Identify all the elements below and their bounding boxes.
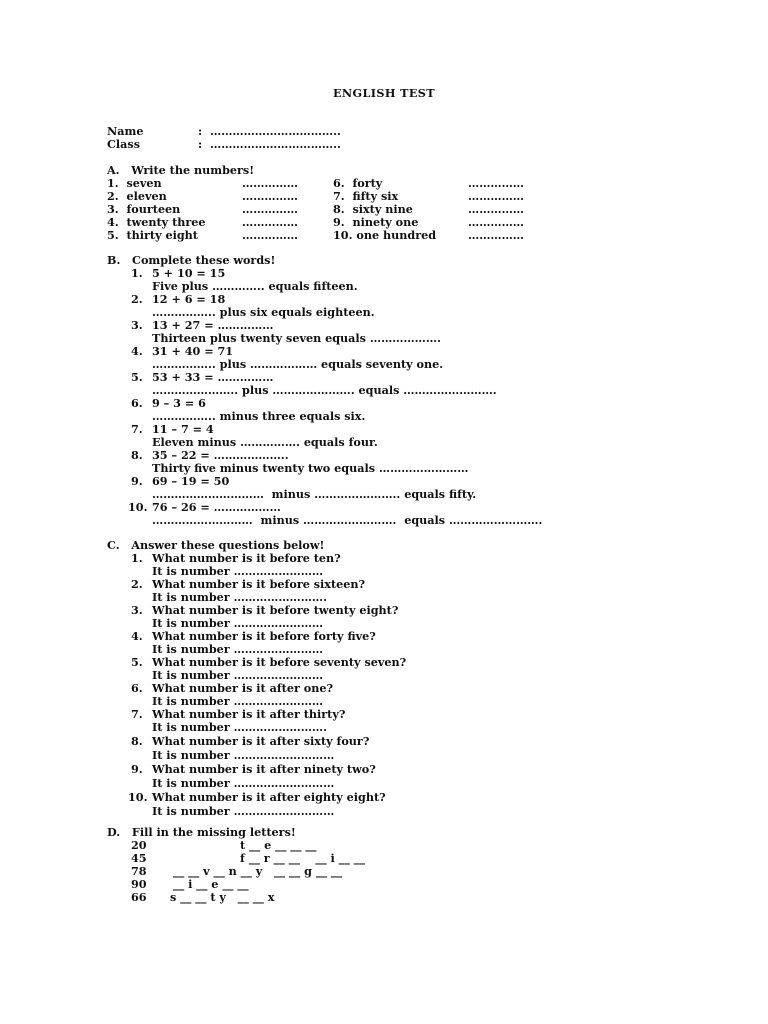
answer-line: It is number ……………………: [152, 668, 324, 682]
item-number: 10.: [128, 500, 148, 514]
word-sentence: Thirty five minus twenty two equals ……………………: [152, 461, 469, 475]
question: What number is it before twenty eight?: [152, 603, 399, 617]
word-sentence: …………….. plus ……………… equals seventy one.: [152, 357, 444, 371]
letter-pattern: t __ e __ __ __: [240, 838, 317, 852]
question: What number is it before forty five?: [152, 629, 376, 643]
section-c-heading: C. Answer these questions below!: [107, 538, 325, 552]
number-word: 4. twenty three: [107, 215, 206, 229]
item-number: 2.: [131, 577, 143, 591]
item-number: 8.: [131, 448, 143, 462]
answer-blank: ……………: [242, 215, 298, 229]
class-blank: ……………………………..: [210, 137, 341, 151]
answer-line: It is number ……………………: [152, 616, 324, 630]
item-number: 9.: [131, 474, 143, 488]
number-clue: 45: [131, 851, 147, 865]
letter-pattern: __ i __ e __ __: [173, 877, 249, 891]
equation: 5 + 10 = 15: [152, 266, 226, 280]
item-number: 2.: [131, 292, 143, 306]
item-number: 6.: [131, 681, 143, 695]
answer-blank: ……………: [242, 176, 298, 190]
word-sentence: Eleven minus ……………. equals four.: [152, 435, 378, 449]
equation: 53 + 33 = ……………: [152, 370, 274, 384]
item-number: 1.: [131, 266, 143, 280]
section-a-heading: A. Write the numbers!: [107, 163, 255, 177]
item-number: 5.: [131, 370, 143, 384]
question: What number is it after sixty four?: [152, 734, 370, 748]
item-number: 3.: [131, 603, 143, 617]
item-number: 4.: [131, 344, 143, 358]
word-sentence: …………….. plus six equals eighteen.: [152, 305, 375, 319]
equation: 13 + 27 = ……………: [152, 318, 274, 332]
equation: 11 – 7 = 4: [152, 422, 214, 436]
number-word: 6. forty: [333, 176, 383, 190]
number-word: 1. seven: [107, 176, 162, 190]
item-number: 7.: [131, 422, 143, 436]
item-number: 7.: [131, 707, 143, 721]
answer-blank: ……………: [242, 202, 298, 216]
number-word: 8. sixty nine: [333, 202, 413, 216]
name-blank: ……………………………..: [210, 124, 341, 138]
answer-blank: ……………: [468, 215, 524, 229]
equation: 9 – 3 = 6: [152, 396, 206, 410]
answer-line: It is number ………………………: [152, 804, 335, 818]
number-word: 9. ninety one: [333, 215, 419, 229]
equation: 31 + 40 = 71: [152, 344, 234, 358]
answer-blank: ……………: [468, 228, 524, 242]
number-clue: 78: [131, 864, 147, 878]
number-word: 5. thirty eight: [107, 228, 198, 242]
answer-line: It is number ……………………: [152, 564, 324, 578]
question: What number is it before seventy seven?: [152, 655, 407, 669]
item-number: 5.: [131, 655, 143, 669]
answer-blank: ……………: [242, 189, 298, 203]
word-sentence: Five plus ………….. equals fifteen.: [152, 279, 358, 293]
word-sentence: …………….. minus three equals six.: [152, 409, 366, 423]
item-number: 6.: [131, 396, 143, 410]
answer-line: It is number ………………………: [152, 748, 335, 762]
number-word: 7. fifty six: [333, 189, 399, 203]
answer-line: It is number …………………….: [152, 720, 327, 734]
item-number: 9.: [131, 762, 143, 776]
name-label: Name: [107, 124, 144, 138]
equation: 69 – 19 = 50: [152, 474, 230, 488]
item-number: 3.: [131, 318, 143, 332]
question: What number is it after ninety two?: [152, 762, 376, 776]
answer-blank: ……………: [468, 202, 524, 216]
number-word: 10. one hundred: [333, 228, 437, 242]
word-sentence: ………………………… minus ………………….. equals fifty.: [152, 487, 477, 501]
class-colon: :: [198, 137, 203, 151]
number-clue: 20: [131, 838, 147, 852]
word-sentence: ………………….. plus …………………. equals …………………….: [152, 383, 497, 397]
letter-pattern: __ __ v __ n __ y __ __ g __ __: [173, 864, 343, 878]
word-sentence: Thirteen plus twenty seven equals ……………….: [152, 331, 441, 345]
number-clue: 66: [131, 890, 147, 904]
number-clue: 90: [131, 877, 147, 891]
question: What number is it after thirty?: [152, 707, 346, 721]
section-d-heading: D. Fill in the missing letters!: [107, 825, 296, 839]
item-number: 1.: [131, 551, 143, 565]
letter-pattern: s __ __ t y __ __ x: [170, 890, 275, 904]
answer-blank: ……………: [242, 228, 298, 242]
question: What number is it before ten?: [152, 551, 341, 565]
question: What number is it before sixteen?: [152, 577, 366, 591]
word-sentence: ……………………… minus ……………………. equals …………………….: [152, 513, 543, 527]
name-colon: :: [198, 124, 203, 138]
equation: 35 – 22 = ………………..: [152, 448, 289, 462]
item-number: 4.: [131, 629, 143, 643]
section-b-heading: B. Complete these words!: [107, 253, 276, 267]
question: What number is it after one?: [152, 681, 334, 695]
number-word: 2. eleven: [107, 189, 167, 203]
equation: 76 – 26 = ………………: [152, 500, 281, 514]
answer-blank: ……………: [468, 189, 524, 203]
item-number: 8.: [131, 734, 143, 748]
answer-blank: ……………: [468, 176, 524, 190]
page-title: ENGLISH TEST: [333, 86, 436, 100]
answer-line: It is number ………………………: [152, 776, 335, 790]
question: What number is it after eighty eight?: [152, 790, 386, 804]
item-number: 10.: [128, 790, 148, 804]
answer-line: It is number ……………………: [152, 642, 324, 656]
answer-line: It is number …………………….: [152, 590, 327, 604]
class-label: Class: [107, 137, 140, 151]
letter-pattern: f __ r __ __ __ i __ __: [240, 851, 365, 865]
equation: 12 + 6 = 18: [152, 292, 226, 306]
number-word: 3. fourteen: [107, 202, 181, 216]
answer-line: It is number ……………………: [152, 694, 324, 708]
